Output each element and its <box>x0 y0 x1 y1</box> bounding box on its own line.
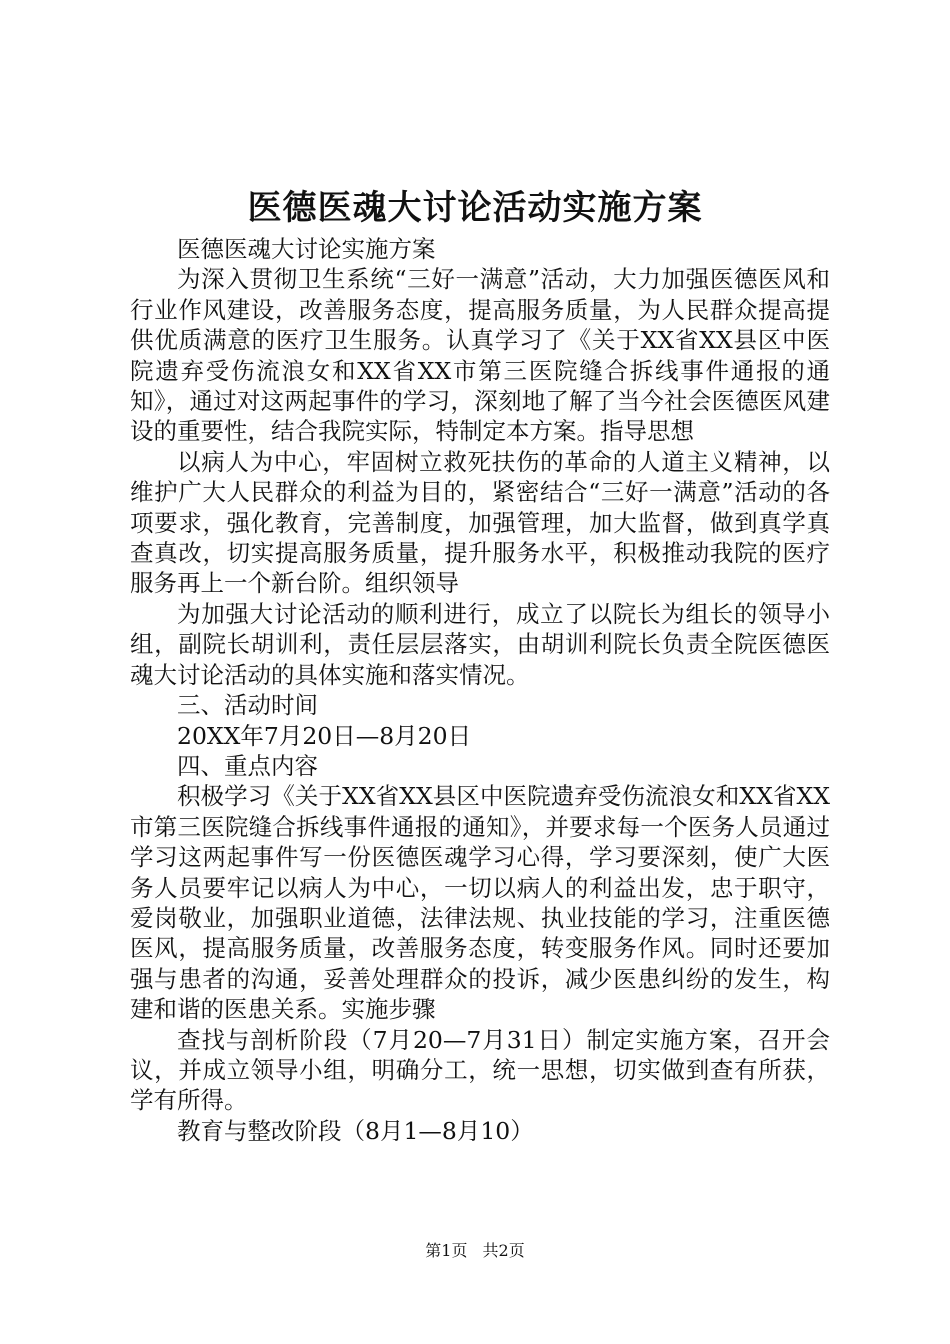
paragraph-guiding-thought: 以病人为中心，牢固树立救死扶伤的革命的人道主义精神，以维护广大人民群众的利益为目的，紧密结合“三好一满意”活动的各项要求，强化教育，完善制度，加强管理，加大监督，做到真学真查真改，切实提高服务质量，提升服务水平，积极推动我院的医疗服务再上一个新台阶。组织领导 <box>130 447 830 598</box>
page-footer <box>0 1240 950 1262</box>
page-total: 共2页 <box>482 1241 525 1260</box>
page-number: 第1页 <box>425 1241 468 1260</box>
section-heading-time: 三、活动时间 <box>177 691 318 720</box>
document-title: 医德医魂大讨论活动实施方案 <box>247 188 703 228</box>
paragraph-subtitle: 医德医魂大讨论实施方案 <box>177 235 436 263</box>
paragraph-stage-one: 查找与剖析阶段（7月20—7月31日）制定实施方案，召开会议，并成立领导小组，明确分工，统一思想，切实做到查有所获，学有所得。 <box>130 1025 830 1115</box>
paragraph-key-content: 积极学习《关于XX省XX县区中医院遗弃受伤流浪女和XX省XX市第三医院缝合拆线事件通报的通知》，并要求每一个医务人员通过学习这两起事件写一份医德医魂学习心得，学习要深刻，使广大医务人员要牢记以病人为中心，一切以病人的利益出发，忠于职守，爱岗敬业，加强职业道德，法律法规、执业技能的学习，注重医德医风，提高服务质量，改善服务态度，转变服务作风。同时还要加强与患者的沟通，妥善处理群众的投诉，减少医患纠纷的发生，构建和谐的医患关系。实施步骤 <box>130 782 830 1024</box>
section-heading-content: 四、重点内容 <box>177 751 318 780</box>
paragraph-stage-two: 教育与整改阶段（8月1—8月10） <box>177 1116 534 1145</box>
paragraph-time-range: 20XX年7月20日—8月20日 <box>177 721 472 750</box>
paragraph-intro: 为深入贯彻卫生系统“三好一满意”活动，大力加强医德医风和行业作风建设，改善服务态度，提高服务质量，为人民群众提高提供优质满意的医疗卫生服务。认真学习了《关于XX省XX县区中医院遗弃受伤流浪女和XX省XX市第三医院缝合拆线事件通报的通知》，通过对这两起事件的学习，深刻地了解了当今社会医德医风建设的重要性，结合我院实际，特制定本方案。指导思想 <box>130 265 830 446</box>
paragraph-organization: 为加强大讨论活动的顺利进行，成立了以院长为组长的领导小组，副院长胡训利，责任层层落实，由胡训利院长负责全院医德医魂大讨论活动的具体实施和落实情况。 <box>130 599 830 689</box>
document-body <box>130 234 830 1146</box>
